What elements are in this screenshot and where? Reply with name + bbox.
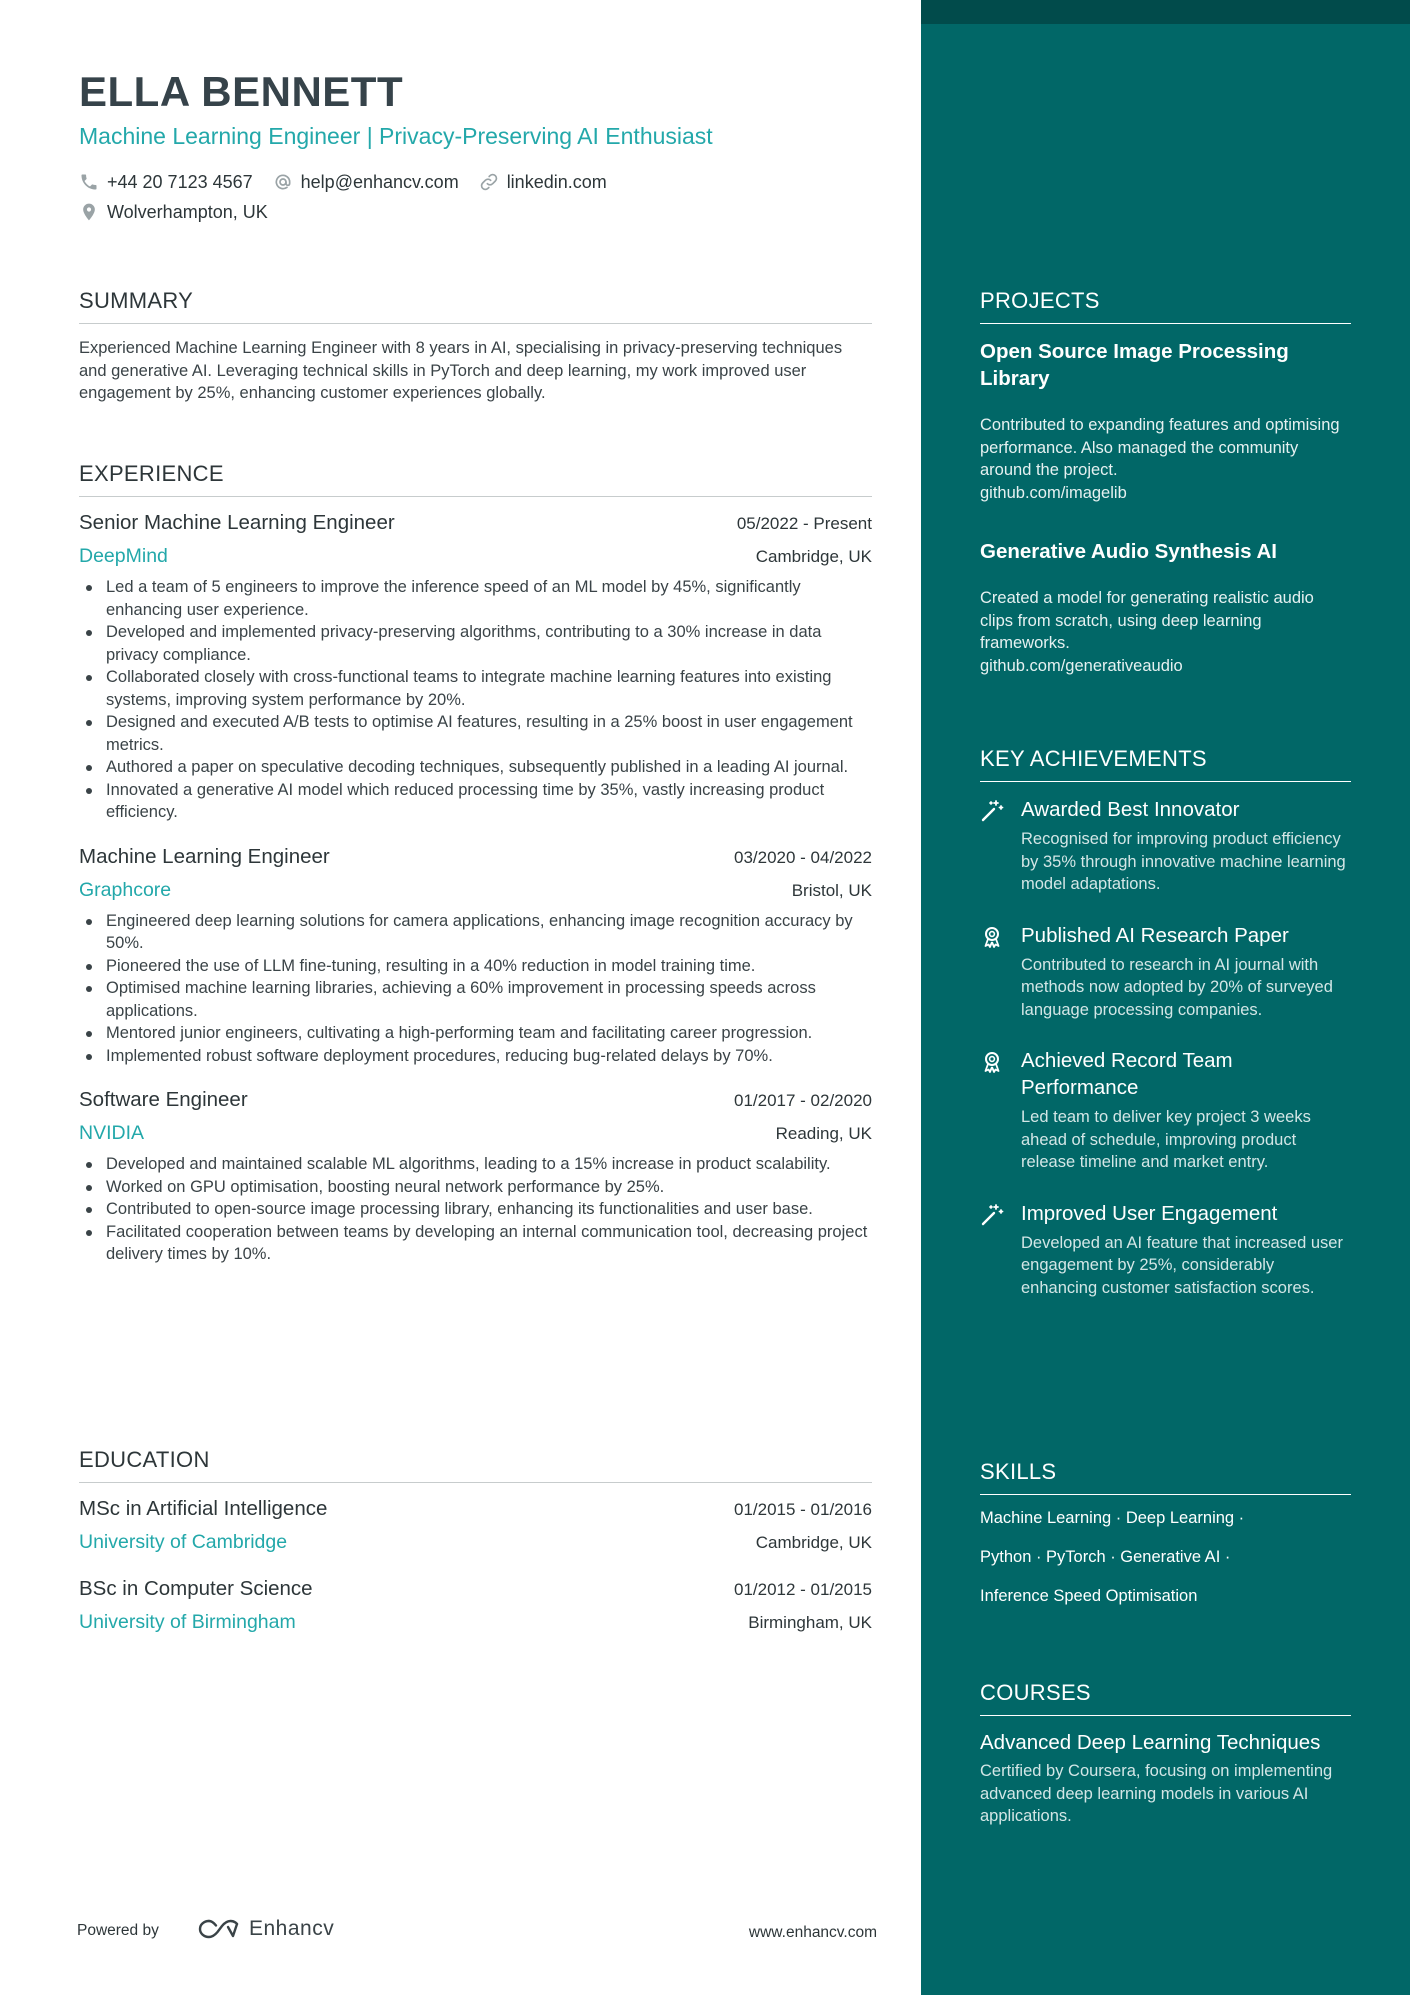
course-title: Advanced Deep Learning Techniques	[980, 1731, 1321, 1754]
achievement-title: Published AI Research Paper	[1021, 923, 1289, 947]
achievements-section	[980, 742, 1351, 1299]
school-location: Cambridge, UK	[755, 1533, 872, 1552]
skills-list	[980, 1499, 1351, 1616]
experience-section	[79, 457, 872, 1266]
skills-line: Inference Speed Optimisation	[980, 1587, 1198, 1605]
bullet-item: Implemented robust software deployment procedures, reducing bug-related delays by 70%.	[79, 1045, 872, 1068]
summary-text: Experienced Machine Learning Engineer with 8 years in AI, specialising in privacy-preserving techniques and generative AI. Leveraging technical skills in PyTorch and deep learning, my work improved user engagement by 25%, enhancing customer experiences globally.	[79, 339, 843, 402]
education-item	[79, 1497, 872, 1554]
section-title: COURSES	[980, 1680, 1091, 1705]
experience-item	[79, 845, 872, 1068]
bullet-item: Contributed to open-source image processing library, enhancing its functionalities and user base.	[79, 1198, 872, 1221]
bullet-item: Worked on GPU optimisation, boosting neural network performance by 25%.	[79, 1176, 872, 1199]
job-location: Bristol, UK	[791, 880, 872, 900]
courses-section	[980, 1676, 1351, 1828]
magic-wand-icon	[980, 799, 1004, 823]
section-title: EDUCATION	[79, 1447, 210, 1472]
achievement-description: Led team to deliver key project 3 weeks ahead of schedule, improving product release timeline and market entry.	[1021, 1108, 1311, 1171]
bullet-item: Engineered deep learning solutions for camera applications, enhancing image recognition accuracy by 50%.	[79, 910, 872, 955]
skills-section	[980, 1455, 1351, 1616]
section-divider	[980, 323, 1351, 324]
bullet-item: Led a team of 5 engineers to improve the inference speed of an ML model by 45%, significantly enhancing user experience.	[79, 576, 872, 621]
job-bullets	[79, 1153, 872, 1266]
job-dates: 01/2017 - 02/2020	[733, 1091, 872, 1110]
degree-name: BSc in Computer Science	[79, 1577, 313, 1600]
education-dates: 01/2012 - 01/2015	[733, 1580, 872, 1599]
project-item	[980, 538, 1351, 677]
at-sign-icon	[273, 172, 293, 192]
job-location: Reading, UK	[775, 1124, 872, 1143]
company-name: Graphcore	[79, 878, 172, 901]
job-title: Software Engineer	[79, 1088, 248, 1111]
contact-block	[79, 170, 627, 230]
project-description	[980, 414, 1351, 504]
summary-section	[79, 284, 872, 405]
projects-section	[980, 284, 1351, 677]
project-title: Open Source Image Processing Library	[980, 340, 1289, 390]
company-name: NVIDIA	[79, 1122, 145, 1144]
powered-by-label: Powered by	[77, 1922, 159, 1939]
bullet-item: Collaborated closely with cross-functional teams to integrate machine learning features into existing systems, improving system performance by 20%.	[79, 666, 872, 711]
project-description-text: Contributed to expanding features and optimising performance. Also managed the community around the project.	[980, 416, 1340, 479]
achievement-description: Contributed to research in AI journal with methods now adopted by 20% of surveyed language processing companies.	[1021, 955, 1333, 1019]
phone-icon	[79, 172, 99, 192]
section-divider	[79, 496, 872, 497]
course-description: Certified by Coursera, focusing on implementing advanced deep learning models in various AI applications.	[980, 1762, 1333, 1825]
award-ribbon-icon	[980, 925, 1004, 949]
bullet-item: Mentored junior engineers, cultivating a high-performing team and facilitating career progression.	[79, 1022, 872, 1045]
school-name: University of Birmingham	[79, 1611, 296, 1633]
job-bullets	[79, 910, 872, 1068]
location-text: Wolverhampton, UK	[107, 201, 268, 222]
company-name: DeepMind	[79, 545, 168, 567]
bullet-item: Developed and implemented privacy-preserving algorithms, contributing to a 30% increase in data privacy compliance.	[79, 621, 872, 666]
project-description-text: Created a model for generating realistic audio clips from scratch, using deep learning frameworks.	[980, 589, 1314, 652]
contact-location	[79, 202, 268, 223]
bullet-item: Optimised machine learning libraries, achieving a 60% improvement in processing speeds across applications.	[79, 977, 872, 1022]
job-bullets	[79, 576, 872, 824]
achievement-title: Achieved Record Team Performance	[1021, 1049, 1233, 1099]
email-address: help@enhancv.com	[300, 171, 459, 192]
section-divider	[79, 1482, 872, 1483]
project-title: Generative Audio Synthesis AI	[980, 540, 1277, 563]
section-divider	[980, 1494, 1351, 1495]
magic-wand-icon	[980, 1203, 1004, 1227]
location-pin-icon	[79, 202, 99, 222]
sidebar-top-band	[921, 0, 1410, 24]
skills-line: Python · PyTorch · Generative AI ·	[980, 1548, 1231, 1566]
section-divider	[980, 781, 1351, 782]
education-section	[79, 1443, 872, 1634]
bullet-item: Authored a paper on speculative decoding techniques, subsequently published in a leading AI journal.	[79, 756, 872, 779]
project-link[interactable]: github.com/imagelib	[980, 483, 1127, 502]
achievement-item	[980, 922, 1351, 1022]
achievement-item	[980, 796, 1351, 896]
bullet-item: Pioneered the use of LLM fine-tuning, resulting in a 40% reduction in model training time.	[79, 955, 872, 978]
linkedin-url: linkedin.com	[506, 171, 607, 192]
candidate-headline: Machine Learning Engineer | Privacy-Preserving AI Enthusiast	[79, 123, 713, 149]
achievement-item	[980, 1200, 1351, 1300]
project-link[interactable]: github.com/generativeaudio	[980, 656, 1183, 675]
achievement-description: Recognised for improving product efficiency by 35% through innovative machine learning model adaptations.	[1021, 830, 1346, 893]
section-divider	[980, 1715, 1351, 1716]
section-title: PROJECTS	[980, 288, 1100, 313]
enhancv-logo[interactable]	[195, 1916, 334, 1942]
job-dates: 03/2020 - 04/2022	[733, 847, 872, 867]
achievement-description: Developed an AI feature that increased user engagement by 25%, considerably enhancing customer satisfaction scores.	[1021, 1233, 1343, 1297]
education-dates: 01/2015 - 01/2016	[733, 1500, 872, 1519]
award-ribbon-icon	[980, 1050, 1004, 1074]
link-icon	[479, 172, 499, 192]
contact-linkedin[interactable]	[479, 172, 607, 193]
bullet-item: Facilitated cooperation between teams by developing an internal communication tool, decreasing project delivery times by 10%.	[79, 1221, 872, 1266]
job-dates: 05/2022 - Present	[736, 514, 872, 533]
section-title: SUMMARY	[79, 288, 194, 313]
achievement-title: Awarded Best Innovator	[1021, 798, 1240, 821]
contact-email[interactable]	[273, 172, 459, 193]
sidebar	[921, 0, 1410, 1995]
experience-item	[79, 1088, 872, 1266]
section-title: KEY ACHIEVEMENTS	[980, 746, 1207, 771]
achievement-item	[980, 1047, 1351, 1174]
contact-row	[79, 170, 627, 194]
school-name: University of Cambridge	[79, 1531, 288, 1553]
degree-name: MSc in Artificial Intelligence	[79, 1497, 328, 1520]
job-title: Senior Machine Learning Engineer	[79, 511, 395, 534]
enhancv-logo-icon	[195, 1916, 241, 1942]
project-item	[980, 338, 1351, 504]
job-title: Machine Learning Engineer	[79, 844, 330, 868]
page-footer	[77, 1912, 877, 1952]
experience-item	[79, 511, 872, 824]
bullet-item: Developed and maintained scalable ML algorithms, leading to a 15% increase in product scalability.	[79, 1153, 872, 1176]
project-description	[980, 587, 1351, 677]
candidate-name: ELLA BENNETT	[79, 68, 404, 115]
school-location: Birmingham, UK	[748, 1613, 872, 1632]
section-title: SKILLS	[980, 1459, 1057, 1484]
website-link[interactable]: www.enhancv.com	[748, 1924, 877, 1941]
course-item	[980, 1729, 1351, 1828]
bullet-item: Designed and executed A/B tests to optimise AI features, resulting in a 25% boost in user engagement metrics.	[79, 711, 872, 756]
section-title: EXPERIENCE	[79, 461, 224, 486]
brand-name: Enhancv	[249, 1917, 335, 1940]
section-divider	[79, 323, 872, 324]
phone-number: +44 20 7123 4567	[107, 171, 253, 192]
achievement-title: Improved User Engagement	[1021, 1201, 1278, 1225]
contact-phone[interactable]	[79, 172, 253, 193]
bullet-item: Innovated a generative AI model which reduced processing time by 35%, vastly increasing product efficiency.	[79, 779, 872, 824]
skills-line: Machine Learning · Deep Learning ·	[980, 1509, 1245, 1527]
contact-row	[79, 200, 627, 224]
education-item	[79, 1577, 872, 1634]
job-location: Cambridge, UK	[755, 547, 872, 566]
